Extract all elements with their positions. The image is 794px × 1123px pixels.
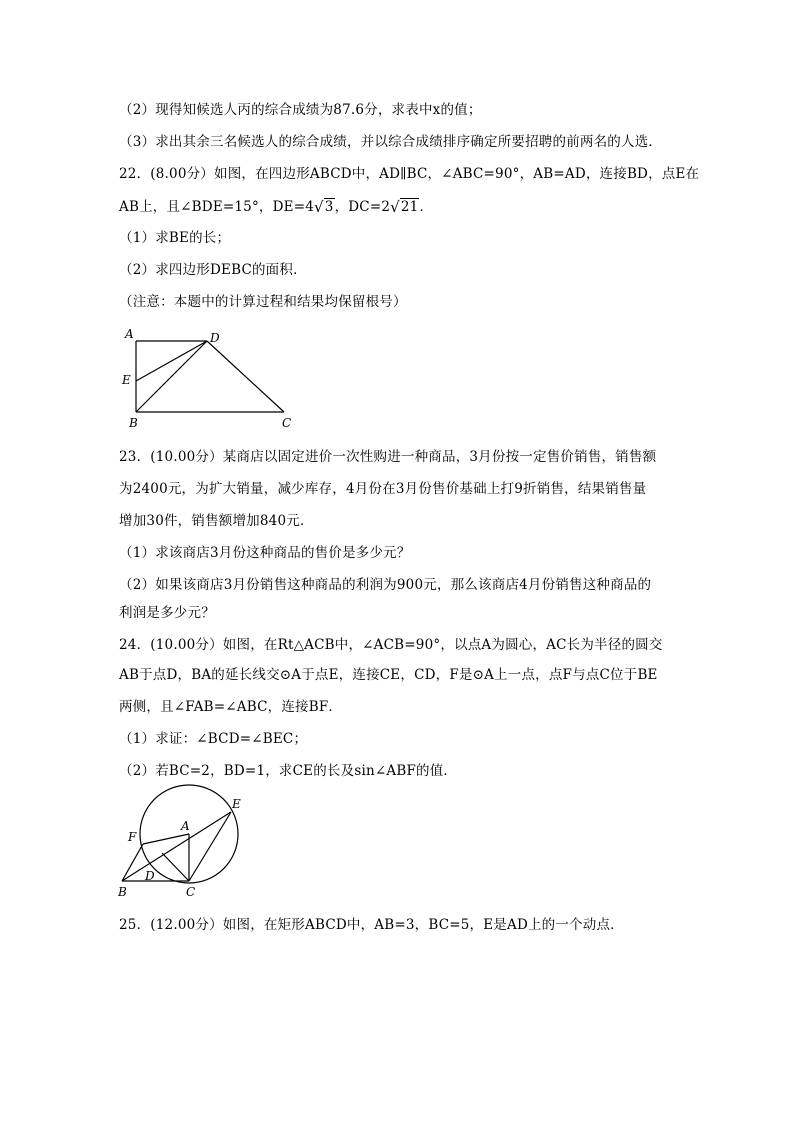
segment-bd [136,341,207,412]
q23-header: 23．(10.00分）某商店以固定进价一次性购进一种商品，3月份按一定售价销售，销售额 [119,449,657,465]
label-d: D [210,331,220,345]
segment-be [122,812,231,881]
segment-dc [207,341,284,412]
segment-ed [136,341,207,381]
text-line: （1）求证：∠BCD=∠BEC； [119,731,308,747]
sqrt-3: √3 [314,198,334,216]
q22-condition: AB上，且∠BDE=15°，DE=4√3，DC=2√21． [119,198,434,216]
label-e: E [232,797,241,811]
label-b: B [129,416,138,430]
text-line: AB于点D，BA的延长线交⊙A于点E，连接CE，CD，F是⊙A上一点，点F与点C位于BE [119,667,658,683]
segment-fa [143,834,189,844]
text-line: （注意：本题中的计算过程和结果均保留根号） [119,294,407,310]
label-f: F [128,830,137,844]
label-e: E [122,373,131,387]
sqrt-21: √21 [390,198,419,216]
label-a: A [181,819,190,833]
segment-ce [189,812,231,881]
label-d: D [145,869,155,883]
text-line: （1）求该商店3月份这种商品的售价是多少元？ [119,545,411,561]
q24-header: 24．(10.00分）如图，在Rt△ACB中，∠ACB=90°，以点A为圆心，AC长为半径的圆交 [119,637,663,653]
label-c: C [186,885,196,899]
q25-header: 25．(12.00分）如图，在矩形ABCD中，AB=3，BC=5，E是AD上的一个动点． [119,917,624,933]
label-c: C [282,416,292,430]
text-line: （2）若BC=2，BD=1，求CE的长及sin∠ABF的值． [119,763,458,779]
text-line: 增加30件，销售额增加840元． [119,513,314,529]
text-line: （1）求BE的长； [119,230,231,246]
label-b: B [118,885,127,899]
text-line: （2）求四边形DEBC的面积． [119,262,307,278]
text-line: 两侧，且∠FAB=∠ABC，连接BF． [119,699,343,715]
text-line: （2）现得知候选人丙的综合成绩为87.6分，求表中x的值； [119,102,482,118]
q22-header: 22．(8.00分）如图，在四边形ABCD中，AD∥BC，∠ABC=90°，AB=AD，连接BD，点E在 [119,166,700,182]
text-line: （3）求出其余三名候选人的综合成绩，并以综合成绩排序确定所要招聘的前两名的人选． [119,134,663,150]
label-a: A [125,327,134,341]
text-line: （2）如果该商店3月份销售这种商品的利润为900元，那么该商店4月份销售这种商品的 [119,577,652,593]
text-line: 为2400元，为扩大销量，减少库存，4月份在3月份售价基础上打9折销售，结果销售量 [119,481,647,497]
segment-cd [162,853,189,881]
circle-a [140,785,238,883]
segment-bf [122,844,143,881]
text-line: 利润是多少元？ [119,605,215,621]
